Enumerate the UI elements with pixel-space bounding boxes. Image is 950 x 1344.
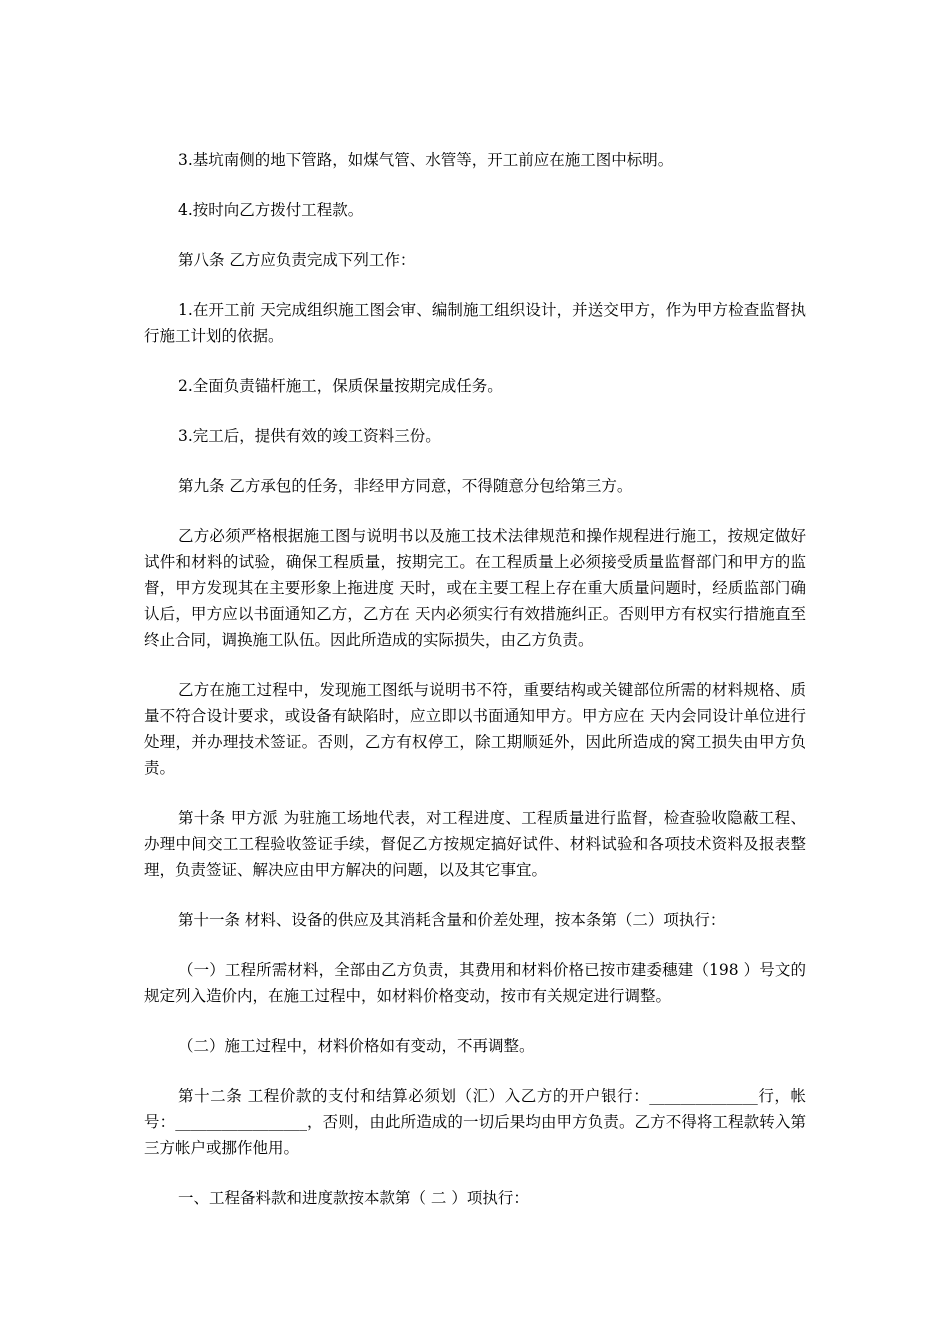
paragraph-quality-obligations: 乙方必须严格根据施工图与说明书以及施工技术法律规范和操作规程进行施工，按规定做好试件和材料的试验，确保工程质量，按期完工。在工程质量上必须接受质量监督部门和甲方的监督，甲方发现其在主要形象上拖进度 天时，或在主要工程上存在重大质量问题时，经质监部门确认后，甲方应以书面通知乙方，乙方在 天内必须实行有效措施纠正。否则甲方有权实行措施直至终止合同，调换施工队伍。因此所造成的实际损失，由乙方负责。 [144,527,806,649]
paragraph-drawing-discrepancy: 乙方在施工过程中，发现施工图纸与说明书不符，重要结构或关键部位所需的材料规格、质量不符合设计要求，或设备有缺陷时，应立即以书面通知甲方。甲方应在 天内会同设计单位进行处理，并办理技术签证。否则，乙方有权停工，除工期顺延外，因此所造成的窝工损失由甲方负责。 [144,681,806,777]
article-10-paragraph: 第十条 甲方派 为驻施工场地代表，对工程进度、工程质量进行监督，检查验收隐蔽工程、办理中间交工工程验收签证手续，督促乙方按规定搞好试件、材料试验和各项技术资料及报表整理，负责签证、解决应由甲方解决的问题，以及其它事宜。 [144,809,806,879]
paragraph-clause-7-3: 3.基坑南侧的地下管路，如煤气管、水管等，开工前应在施工图中标明。 [178,151,674,169]
document-body [144,147,806,1235]
paragraph-clause-7-4: 4.按时向乙方拨付工程款。 [178,201,364,219]
paragraph-clause-11-1: （一）工程所需材料，全部由乙方负责，其费用和材料价格已按市建委穗建（198 ）号文的规定列入造价内，在施工过程中，如材料价格变动，按市有关规定进行调整。 [144,961,806,1005]
paragraph-clause-11-2: （二）施工过程中，材料价格如有变动，不再调整。 [178,1037,535,1055]
article-9-heading: 第九条 乙方承包的任务，非经甲方同意，不得随意分包给第三方。 [178,477,633,495]
paragraph-clause-8-3: 3.完工后，提供有效的竣工资料三份。 [178,427,441,445]
paragraph-clause-8-2: 2.全面负责锚杆施工，保质保量按期完成任务。 [178,377,503,395]
article-12-paragraph: 第十二条 工程价款的支付和结算必须划（汇）入乙方的开户银行：______________行，帐号：_________________，否则，由此所造成的一切后果均由甲方负责。乙方不得将工程款转入第三方帐户或挪作他用。 [144,1087,806,1157]
paragraph-section-1-heading: 一、工程备料款和进度款按本款第（ 二 ）项执行： [178,1189,529,1207]
article-8-heading: 第八条 乙方应负责完成下列工作： [178,251,416,269]
paragraph-clause-8-1: 1.在开工前 天完成组织施工图会审、编制施工组织设计，并送交甲方，作为甲方检查监督执行施工计划的依据。 [144,301,806,345]
article-11-heading: 第十一条 材料、设备的供应及其消耗含量和价差处理，按本条第（二）项执行： [178,911,726,929]
